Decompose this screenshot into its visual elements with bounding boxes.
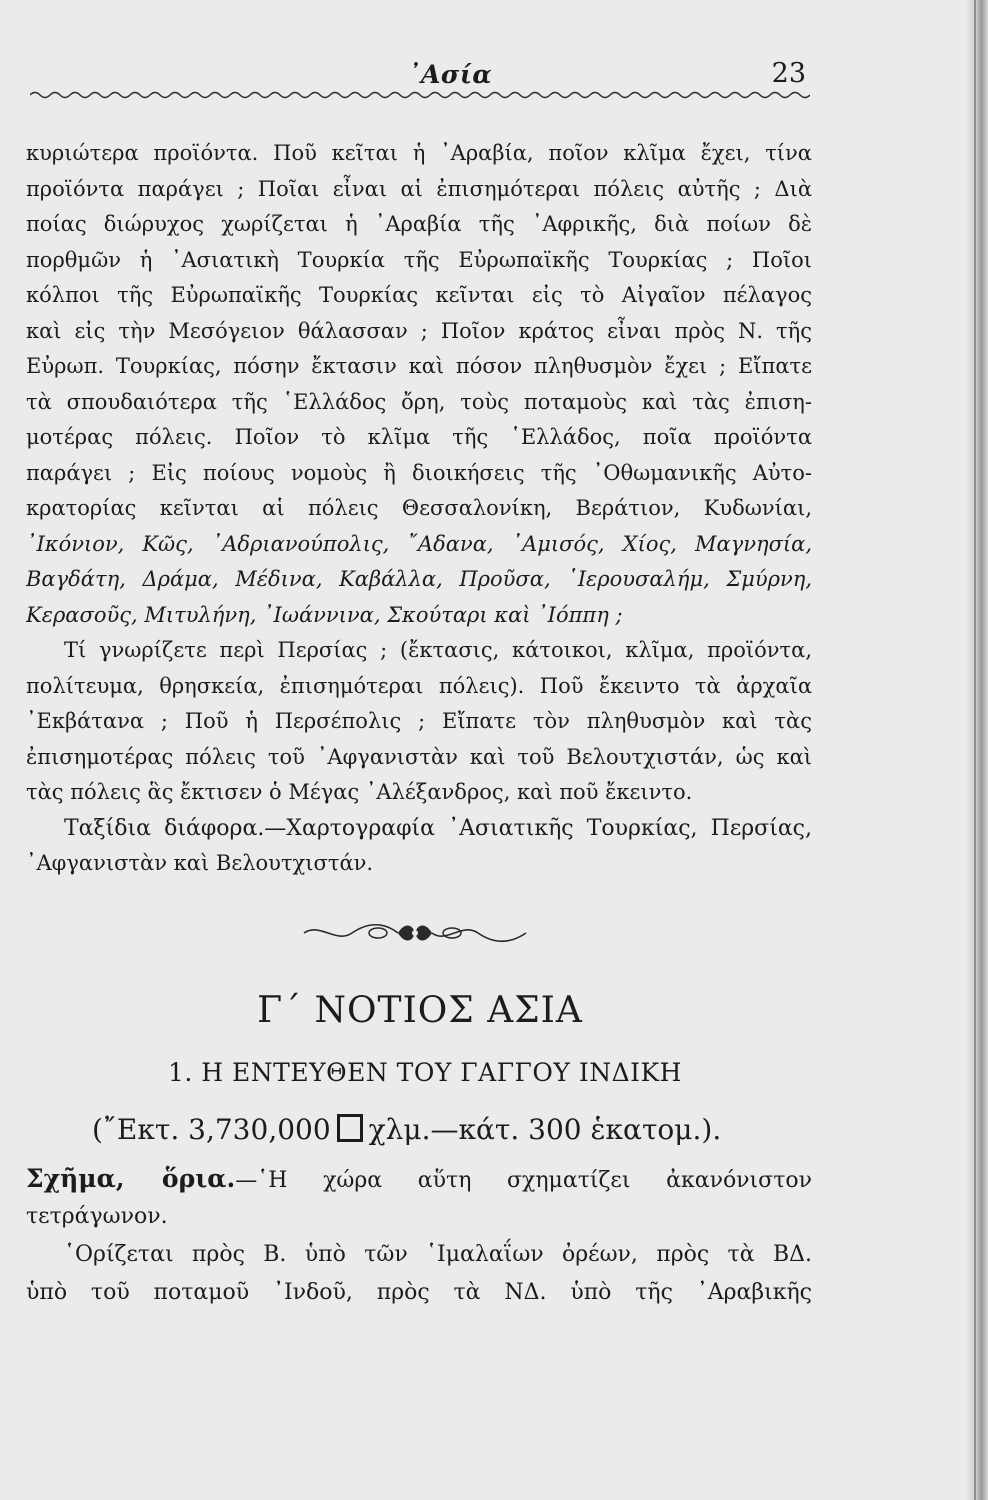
- running-title: ᾿Ασία: [408, 60, 493, 89]
- text-line: Βαγδάτη, Δράμα, Μέδινα, Καβάλλα, Προῦσα, ῾Ιερουσαλήμ, Σμύρνη,: [26, 567, 812, 591]
- text-line: μοτέρας πόλεις. Ποῖον τὸ κλῖμα τῆς ῾Ελλάδος, ποῖα προϊόντα: [26, 425, 812, 449]
- chapter-title: Γ΄ ΝΟΤΙΟΣ ΑΣΙΑ: [257, 990, 583, 1031]
- area-population-line: [92, 1113, 792, 1146]
- decorative-ornament-divider: [300, 916, 530, 950]
- text-line: ῾Ορίζεται πρὸς Β. ὑπὸ τῶν ῾Ιμαλαΐων ὀρέων, πρὸς τὰ ΒΔ.: [64, 1242, 812, 1267]
- exercise-text-block: [26, 136, 812, 882]
- text-line: τετράγωνον.: [26, 1204, 168, 1229]
- text-line: παράγει ; Εἰς ποίους νομοὺς ἢ διοικήσεις τῆς ᾿Οθωμανικῆς Αὐτο-: [26, 460, 812, 485]
- text-line: καὶ εἰς τὴν Μεσόγειον θάλασσαν ; Ποῖον κράτος εἶναι πρὸς Ν. τῆς: [26, 318, 812, 343]
- page-edge-line: [974, 0, 976, 1500]
- text-line: Εὐρωπ. Τουρκίας, πόσην ἔκτασιν καὶ πόσον πληθυσμὸν ἔχει ; Εἴπατε: [26, 354, 812, 378]
- text-line: ᾿Εκβάτανα ; Ποῦ ἡ Περσέπολις ; Εἴπατε τὸν πληθυσμὸν καὶ τὰς: [26, 709, 812, 733]
- text-line: κυριώτερα προϊόντα. Ποῦ κεῖται ἡ ᾿Αραβία, ποῖον κλῖμα ἔχει, τίνα: [26, 141, 812, 165]
- text-line: προϊόντα παράγει ; Ποῖαι εἶναι αἱ ἐπισημότεραι πόλεις αὐτῆς ; Διὰ: [26, 176, 812, 201]
- text-line: ἐπισημοτέρας πόλεις τοῦ ᾿Αφγανιστὰν καὶ τοῦ Βελουτχιστάν, ὡς καὶ: [26, 744, 812, 769]
- page-edge-shadow: [966, 0, 988, 1500]
- area-prefix: (῎Εκτ. 3,730,000: [92, 1113, 331, 1146]
- text-line: ποίας διώρυχος χωρίζεται ἡ ᾿Αραβία τῆς ᾿Αφρικῆς, διὰ ποίων δὲ: [26, 212, 812, 236]
- wavy-header-rule: [30, 88, 810, 102]
- text-line: τὰ σπουδαιότερα τῆς ῾Ελλάδος ὄρη, τοὺς ποταμοὺς καὶ τὰς ἐπιση-: [26, 389, 812, 414]
- section-title: 1. Η ΕΝΤΕΥΘΕΝ ΤΟΥ ΓΑΓΓΟΥ ΙΝΔΙΚΗ: [168, 1058, 682, 1087]
- text-line: πολίτευμα, θρησκεία, ἐπισημότεραι πόλεις). Ποῦ ἔκειντο τὰ ἀρχαῖα: [26, 673, 812, 698]
- text-line: Κερασοῦς, Μιτυλήνη, ᾿Ιωάννινα, Σκούταρι καὶ ᾿Ιόππη ;: [26, 602, 623, 627]
- text-line: κρατορίας κεῖνται αἱ πόλεις Θεσσαλονίκη, Βεράτιον, Κυδωνίαι,: [26, 496, 812, 520]
- text-line: κόλποι τῆς Εὐρωπαϊκῆς Τουρκίας κεῖνται εἰς τὸ Αἰγαῖον πέλαγος: [26, 283, 812, 307]
- text-span: —῾Η χώρα αὕτη σχηματίζει ἀκανόνιστον: [235, 1168, 812, 1193]
- text-line: Τί γνωρίζετε περὶ Περσίας ; (ἔκτασις, κάτοικοι, κλῖμα, προϊόντα,: [64, 638, 812, 662]
- square-symbol-icon: [337, 1114, 363, 1142]
- text-line: Ταξίδια διάφορα.—Χαρτογραφία ᾿Ασιατικῆς Τουρκίας, Περσίας,: [64, 815, 812, 841]
- subheading: Σχῆμα, ὅρια.: [26, 1164, 236, 1193]
- text-line: ὑπὸ τοῦ ποταμοῦ ᾿Ινδοῦ, πρὸς τὰ ΝΔ. ὑπὸ τῆς ᾿Αραβικῆς: [26, 1280, 812, 1305]
- page-number: 23: [771, 58, 806, 89]
- text-line: ᾿Ικόνιον, Κῶς, ᾿Αδριανούπολις, ῎Αδανα, ᾿Αμισός, Χίος, Μαγνησία,: [26, 531, 812, 556]
- text-line: [26, 1160, 812, 1198]
- area-suffix: χλμ.—κάτ. 300 ἑκατομ.).: [368, 1113, 722, 1146]
- section-body: [26, 1160, 812, 1312]
- text-line: τὰς πόλεις ἃς ἔκτισεν ὁ Μέγας ᾿Αλέξανδρος, καὶ ποῦ ἔκειντο.: [26, 780, 693, 804]
- text-line: ᾿Αφγανιστὰν καὶ Βελουτχιστάν.: [26, 851, 374, 875]
- text-line: πορθμῶν ἡ ᾿Ασιατικὴ Τουρκία τῆς Εὐρωπαϊκῆς Τουρκίας ; Ποῖοι: [26, 247, 812, 272]
